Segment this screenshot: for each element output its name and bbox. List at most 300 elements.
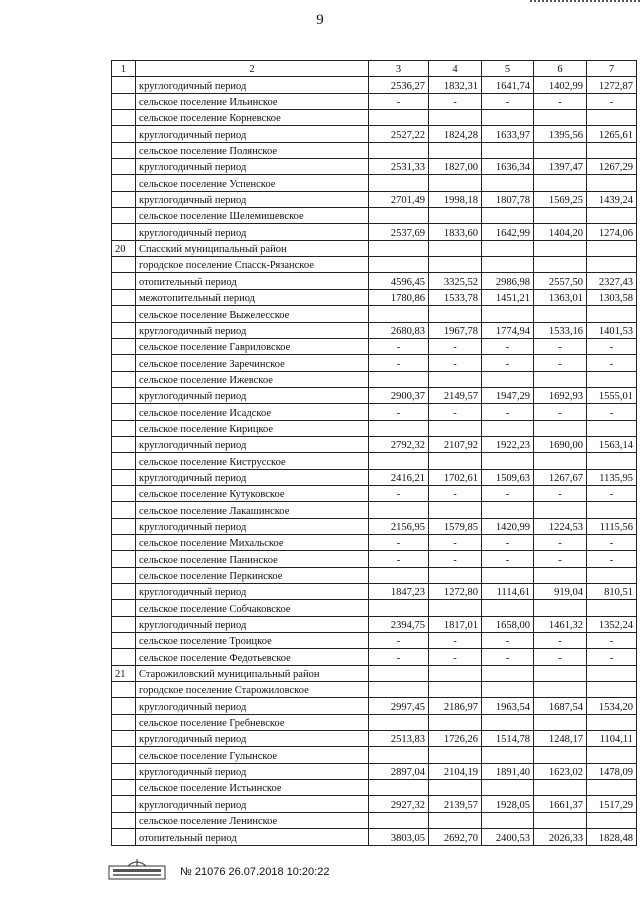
value-cell (587, 812, 637, 828)
value-cell: - (587, 551, 637, 567)
value-cell (534, 240, 587, 256)
value-cell: - (587, 534, 637, 550)
value-cell (587, 665, 637, 681)
value-cell (534, 567, 587, 583)
row-number-cell (112, 600, 136, 616)
row-name-cell: сельское поселение Истьинское (136, 780, 369, 796)
row-number-cell (112, 518, 136, 534)
value-cell (429, 600, 482, 616)
table-row (112, 289, 637, 305)
value-cell: 2701,49 (369, 191, 429, 207)
row-number-cell (112, 371, 136, 387)
value-cell: 2416,21 (369, 469, 429, 485)
value-cell (369, 175, 429, 191)
row-number-cell (112, 812, 136, 828)
value-cell (587, 682, 637, 698)
table-row (112, 485, 637, 501)
value-cell (429, 453, 482, 469)
header-cell: 4 (429, 61, 482, 77)
value-cell (369, 240, 429, 256)
value-cell: - (429, 551, 482, 567)
row-number-cell (112, 469, 136, 485)
value-cell: - (369, 355, 429, 371)
value-cell (369, 257, 429, 273)
value-cell: - (369, 93, 429, 109)
row-name-cell: сельское поселение Ильинское (136, 93, 369, 109)
value-cell: 1922,23 (482, 436, 534, 452)
value-cell: 1401,53 (587, 322, 637, 338)
value-cell: 1451,21 (482, 289, 534, 305)
table-row (112, 616, 637, 632)
value-cell (587, 502, 637, 518)
table-row (112, 534, 637, 550)
row-number-cell (112, 273, 136, 289)
row-name-cell: круглогодичный период (136, 126, 369, 142)
table-row (112, 551, 637, 567)
row-name-cell: сельское поселение Заречинское (136, 355, 369, 371)
value-cell: - (429, 534, 482, 550)
value-cell (369, 371, 429, 387)
value-cell (369, 812, 429, 828)
row-number-cell (112, 747, 136, 763)
value-cell: - (369, 534, 429, 550)
row-name-cell: круглогодичный период (136, 796, 369, 812)
value-cell (482, 502, 534, 518)
value-cell: 1517,29 (587, 796, 637, 812)
value-cell: - (587, 404, 637, 420)
value-cell: 1967,78 (429, 322, 482, 338)
header-cell: 7 (587, 61, 637, 77)
value-cell: - (534, 534, 587, 550)
row-number-cell (112, 731, 136, 747)
value-cell (369, 747, 429, 763)
value-cell: 1248,17 (534, 731, 587, 747)
value-cell (482, 142, 534, 158)
value-cell (534, 257, 587, 273)
table-row (112, 240, 637, 256)
value-cell (587, 747, 637, 763)
row-name-cell: отопительный период (136, 273, 369, 289)
table-row (112, 453, 637, 469)
table-row (112, 731, 637, 747)
value-cell (534, 420, 587, 436)
value-cell: - (534, 355, 587, 371)
value-cell: - (429, 355, 482, 371)
value-cell: - (429, 93, 482, 109)
value-cell: - (482, 649, 534, 665)
row-number-cell (112, 387, 136, 403)
value-cell: 2327,43 (587, 273, 637, 289)
table-row (112, 436, 637, 452)
row-name-cell: городское поселение Старожиловское (136, 682, 369, 698)
value-cell: 1827,00 (429, 159, 482, 175)
value-cell: 2792,32 (369, 436, 429, 452)
value-cell: - (369, 551, 429, 567)
value-cell: 1726,26 (429, 731, 482, 747)
value-cell: 1692,93 (534, 387, 587, 403)
value-cell (482, 780, 534, 796)
row-name-cell: Старожиловский муниципальный район (136, 665, 369, 681)
value-cell: 1461,32 (534, 616, 587, 632)
table-row (112, 142, 637, 158)
table-row (112, 714, 637, 730)
row-name-cell: круглогодичный период (136, 191, 369, 207)
value-cell (369, 208, 429, 224)
value-cell (587, 110, 637, 126)
row-number-cell (112, 453, 136, 469)
value-cell: 1272,87 (587, 77, 637, 93)
value-cell: 1891,40 (482, 763, 534, 779)
value-cell (369, 453, 429, 469)
value-cell (482, 747, 534, 763)
value-cell: 1661,37 (534, 796, 587, 812)
table-row (112, 371, 637, 387)
value-cell (369, 665, 429, 681)
value-cell: 1363,01 (534, 289, 587, 305)
value-cell: 1832,31 (429, 77, 482, 93)
value-cell: - (534, 485, 587, 501)
row-name-cell: круглогодичный период (136, 584, 369, 600)
value-cell (429, 257, 482, 273)
value-cell: 1114,61 (482, 584, 534, 600)
table-row (112, 747, 637, 763)
row-name-cell: круглогодичный период (136, 387, 369, 403)
value-cell (429, 142, 482, 158)
value-cell: 1817,01 (429, 616, 482, 632)
row-name-cell: круглогодичный период (136, 763, 369, 779)
value-cell (534, 208, 587, 224)
government-emblem-stamp (108, 858, 166, 880)
value-cell (369, 306, 429, 322)
value-cell (587, 714, 637, 730)
value-cell: 810,51 (587, 584, 637, 600)
value-cell: 1404,20 (534, 224, 587, 240)
value-cell: - (482, 551, 534, 567)
value-cell: 2900,37 (369, 387, 429, 403)
row-name-cell: сельское поселение Ижевское (136, 371, 369, 387)
value-cell: 2927,32 (369, 796, 429, 812)
value-cell: 1998,18 (429, 191, 482, 207)
value-cell (482, 175, 534, 191)
value-cell: 1847,23 (369, 584, 429, 600)
table-row (112, 796, 637, 812)
table-row (112, 780, 637, 796)
row-name-cell: сельское поселение Шелемишевское (136, 208, 369, 224)
table-row (112, 387, 637, 403)
value-cell: - (429, 649, 482, 665)
value-cell (534, 110, 587, 126)
value-cell: 2156,95 (369, 518, 429, 534)
row-name-cell: сельское поселение Перкинское (136, 567, 369, 583)
value-cell: - (482, 93, 534, 109)
table-row (112, 584, 637, 600)
row-name-cell: Спасский муниципальный район (136, 240, 369, 256)
header-cell: 5 (482, 61, 534, 77)
value-cell (482, 240, 534, 256)
value-cell: 1439,24 (587, 191, 637, 207)
value-cell: 1623,02 (534, 763, 587, 779)
value-cell: 1534,20 (587, 698, 637, 714)
value-cell: 2149,57 (429, 387, 482, 403)
document-number: № 21076 (180, 866, 226, 878)
value-cell: 1303,58 (587, 289, 637, 305)
value-cell (429, 665, 482, 681)
value-cell: - (587, 485, 637, 501)
row-number-cell (112, 436, 136, 452)
value-cell (369, 714, 429, 730)
value-cell (587, 208, 637, 224)
value-cell (369, 502, 429, 518)
value-cell (429, 371, 482, 387)
row-number-cell (112, 780, 136, 796)
value-cell: 1395,56 (534, 126, 587, 142)
table-row (112, 518, 637, 534)
row-number-cell (112, 682, 136, 698)
value-cell: 1569,25 (534, 191, 587, 207)
value-cell: 2107,92 (429, 436, 482, 452)
value-cell: - (482, 534, 534, 550)
value-cell: 1115,56 (587, 518, 637, 534)
row-name-cell: круглогодичный период (136, 224, 369, 240)
value-cell (587, 240, 637, 256)
value-cell: 1533,78 (429, 289, 482, 305)
table-row (112, 257, 637, 273)
value-cell: 2557,50 (534, 273, 587, 289)
value-cell (429, 780, 482, 796)
value-cell (482, 371, 534, 387)
value-cell (369, 600, 429, 616)
value-cell (429, 747, 482, 763)
value-cell: - (429, 338, 482, 354)
table-body (112, 77, 637, 845)
value-cell: - (369, 649, 429, 665)
row-name-cell: сельское поселение Выжелесское (136, 306, 369, 322)
table-row (112, 77, 637, 93)
row-name-cell: сельское поселение Кирицкое (136, 420, 369, 436)
value-cell (429, 682, 482, 698)
value-cell (482, 682, 534, 698)
row-number-cell (112, 763, 136, 779)
value-cell: 1514,78 (482, 731, 534, 747)
value-cell: - (534, 93, 587, 109)
value-cell (429, 110, 482, 126)
table-row (112, 338, 637, 354)
row-name-cell: круглогодичный период (136, 518, 369, 534)
row-name-cell: сельское поселение Успенское (136, 175, 369, 191)
value-cell: - (587, 649, 637, 665)
row-number-cell (112, 289, 136, 305)
value-cell: - (482, 404, 534, 420)
value-cell (429, 306, 482, 322)
value-cell: 2536,27 (369, 77, 429, 93)
header-cell: 2 (136, 61, 369, 77)
table-row (112, 829, 637, 845)
value-cell: 1478,09 (587, 763, 637, 779)
value-cell (482, 453, 534, 469)
value-cell (369, 567, 429, 583)
table-row (112, 600, 637, 616)
row-name-cell: городское поселение Спасск-Рязанское (136, 257, 369, 273)
table-header-row (112, 61, 637, 77)
value-cell: 2186,97 (429, 698, 482, 714)
row-name-cell: круглогодичный период (136, 698, 369, 714)
value-cell: 1963,54 (482, 698, 534, 714)
value-cell (534, 175, 587, 191)
value-cell: - (587, 633, 637, 649)
value-cell (587, 600, 637, 616)
value-cell (482, 257, 534, 273)
value-cell (534, 812, 587, 828)
row-number-cell (112, 208, 136, 224)
value-cell: 2513,83 (369, 731, 429, 747)
value-cell (369, 142, 429, 158)
row-name-cell: сельское поселение Лакашинское (136, 502, 369, 518)
value-cell: 2531,33 (369, 159, 429, 175)
value-cell: 1563,14 (587, 436, 637, 452)
table-row (112, 93, 637, 109)
value-cell (587, 306, 637, 322)
table-row (112, 502, 637, 518)
value-cell: 1352,24 (587, 616, 637, 632)
table-row (112, 208, 637, 224)
value-cell: 1636,34 (482, 159, 534, 175)
value-cell (587, 175, 637, 191)
value-cell: - (534, 633, 587, 649)
value-cell: 1780,86 (369, 289, 429, 305)
row-number-cell (112, 126, 136, 142)
value-cell: 1641,74 (482, 77, 534, 93)
row-name-cell: круглогодичный период (136, 159, 369, 175)
value-cell (429, 567, 482, 583)
row-name-cell: сельское поселение Ленинское (136, 812, 369, 828)
value-cell: 1274,06 (587, 224, 637, 240)
row-name-cell: круглогодичный период (136, 436, 369, 452)
row-name-cell: сельское поселение Федотьевское (136, 649, 369, 665)
value-cell (587, 257, 637, 273)
value-cell: 1690,00 (534, 436, 587, 452)
value-cell (369, 682, 429, 698)
value-cell (482, 306, 534, 322)
row-number-cell (112, 110, 136, 126)
row-name-cell: сельское поселение Михальское (136, 534, 369, 550)
value-cell: - (482, 633, 534, 649)
value-cell (534, 780, 587, 796)
value-cell: 1402,99 (534, 77, 587, 93)
value-cell: 2400,53 (482, 829, 534, 845)
row-name-cell: сельское поселение Гребневское (136, 714, 369, 730)
page-number: 9 (316, 12, 324, 28)
value-cell: - (587, 338, 637, 354)
table-row (112, 126, 637, 142)
value-cell (369, 780, 429, 796)
value-cell (587, 371, 637, 387)
value-cell: 1928,05 (482, 796, 534, 812)
value-cell (482, 600, 534, 616)
value-cell: 2680,83 (369, 322, 429, 338)
row-number-cell (112, 633, 136, 649)
row-number-cell (112, 534, 136, 550)
table-row (112, 191, 637, 207)
value-cell: 1947,29 (482, 387, 534, 403)
value-cell: - (429, 633, 482, 649)
table-row (112, 763, 637, 779)
row-number-cell (112, 306, 136, 322)
row-number-cell (112, 77, 136, 93)
value-cell (429, 714, 482, 730)
document-footer (180, 866, 329, 878)
value-cell: 919,04 (534, 584, 587, 600)
value-cell: 1555,01 (587, 387, 637, 403)
row-name-cell: сельское поселение Корневское (136, 110, 369, 126)
table-row (112, 306, 637, 322)
value-cell: - (534, 338, 587, 354)
value-cell: 1824,28 (429, 126, 482, 142)
row-name-cell: сельское поселение Кутуковское (136, 485, 369, 501)
scan-edge-mark (530, 0, 640, 7)
value-cell (482, 420, 534, 436)
value-cell: 1687,54 (534, 698, 587, 714)
value-cell: 1579,85 (429, 518, 482, 534)
row-number-cell: 21 (112, 665, 136, 681)
value-cell: 2139,57 (429, 796, 482, 812)
row-number-cell (112, 224, 136, 240)
value-cell (534, 371, 587, 387)
value-cell: - (369, 404, 429, 420)
value-cell (482, 208, 534, 224)
table-row (112, 159, 637, 175)
table-row (112, 322, 637, 338)
value-cell: 2692,70 (429, 829, 482, 845)
document-timestamp: 26.07.2018 10:20:22 (228, 866, 330, 878)
table-row (112, 649, 637, 665)
value-cell: 2997,45 (369, 698, 429, 714)
value-cell: 1224,53 (534, 518, 587, 534)
value-cell: 1533,16 (534, 322, 587, 338)
value-cell (482, 812, 534, 828)
value-cell (429, 175, 482, 191)
header-cell: 1 (112, 61, 136, 77)
row-name-cell: сельское поселение Гулынское (136, 747, 369, 763)
row-name-cell: сельское поселение Полянское (136, 142, 369, 158)
value-cell: 1104,11 (587, 731, 637, 747)
row-number-cell (112, 159, 136, 175)
value-cell (587, 780, 637, 796)
value-cell: 3803,05 (369, 829, 429, 845)
row-name-cell: круглогодичный период (136, 77, 369, 93)
row-number-cell (112, 649, 136, 665)
value-cell: 1807,78 (482, 191, 534, 207)
value-cell: 1272,80 (429, 584, 482, 600)
value-cell: 1633,97 (482, 126, 534, 142)
row-name-cell: сельское поселение Собчаковское (136, 600, 369, 616)
row-number-cell (112, 420, 136, 436)
value-cell: - (369, 485, 429, 501)
value-cell (429, 240, 482, 256)
value-cell (534, 502, 587, 518)
table-row (112, 633, 637, 649)
value-cell: - (587, 355, 637, 371)
table-row (112, 404, 637, 420)
table-row (112, 812, 637, 828)
row-number-cell (112, 175, 136, 191)
value-cell: 2527,22 (369, 126, 429, 142)
value-cell (429, 208, 482, 224)
value-cell (429, 812, 482, 828)
value-cell: - (369, 633, 429, 649)
row-number-cell (112, 551, 136, 567)
value-cell (534, 306, 587, 322)
value-cell: 2897,04 (369, 763, 429, 779)
